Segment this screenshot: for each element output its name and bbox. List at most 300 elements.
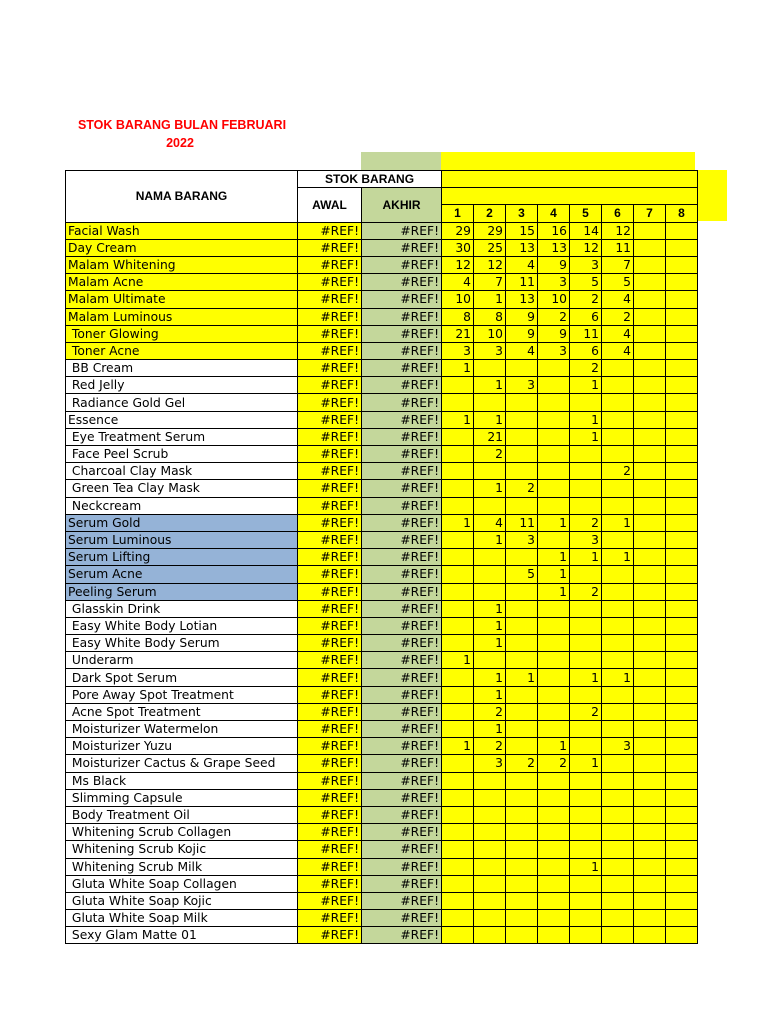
akhir-cell[interactable]: #REF!: [362, 514, 442, 531]
day-3-cell[interactable]: 11: [506, 274, 538, 291]
day-5-cell[interactable]: 6: [570, 308, 602, 325]
akhir-cell[interactable]: #REF!: [362, 686, 442, 703]
akhir-cell[interactable]: #REF!: [362, 858, 442, 875]
day-6-cell[interactable]: 4: [602, 342, 634, 359]
item-name-cell[interactable]: Malam Acne: [66, 274, 298, 291]
day-8-cell[interactable]: [666, 738, 698, 755]
day-5-cell[interactable]: 11: [570, 325, 602, 342]
day-4-cell[interactable]: [538, 841, 570, 858]
day-4-cell[interactable]: [538, 531, 570, 548]
day-5-cell[interactable]: 2: [570, 583, 602, 600]
day-1-cell[interactable]: [442, 566, 474, 583]
akhir-cell[interactable]: #REF!: [362, 755, 442, 772]
day-2-cell[interactable]: 25: [474, 239, 506, 256]
day-5-cell[interactable]: [570, 652, 602, 669]
day-7-cell[interactable]: [634, 875, 666, 892]
day-6-cell[interactable]: [602, 531, 634, 548]
day-2-cell[interactable]: 1: [474, 686, 506, 703]
day-6-cell[interactable]: [602, 360, 634, 377]
day-5-cell[interactable]: [570, 600, 602, 617]
akhir-cell[interactable]: #REF!: [362, 549, 442, 566]
day-2-cell[interactable]: [474, 789, 506, 806]
item-name-cell[interactable]: Body Treatment Oil: [66, 806, 298, 823]
day-8-cell[interactable]: [666, 514, 698, 531]
day-8-cell[interactable]: [666, 274, 698, 291]
awal-cell[interactable]: #REF!: [298, 549, 362, 566]
item-name-cell[interactable]: Malam Whitening: [66, 256, 298, 273]
akhir-cell[interactable]: #REF!: [362, 480, 442, 497]
day-6-cell[interactable]: 7: [602, 256, 634, 273]
day-3-cell[interactable]: [506, 738, 538, 755]
day-4-cell[interactable]: [538, 824, 570, 841]
day-4-cell[interactable]: [538, 377, 570, 394]
day-1-cell[interactable]: [442, 892, 474, 909]
item-name-cell[interactable]: Eye Treatment Serum: [66, 428, 298, 445]
day-2-cell[interactable]: 1: [474, 669, 506, 686]
day-8-cell[interactable]: [666, 360, 698, 377]
day-3-cell[interactable]: 13: [506, 239, 538, 256]
day-3-cell[interactable]: 11: [506, 514, 538, 531]
awal-cell[interactable]: #REF!: [298, 377, 362, 394]
awal-cell[interactable]: #REF!: [298, 755, 362, 772]
day-8-cell[interactable]: [666, 875, 698, 892]
day-5-cell[interactable]: [570, 892, 602, 909]
day-8-cell[interactable]: [666, 308, 698, 325]
day-8-cell[interactable]: [666, 892, 698, 909]
day-2-cell[interactable]: 10: [474, 325, 506, 342]
day-3-cell[interactable]: [506, 497, 538, 514]
akhir-cell[interactable]: #REF!: [362, 377, 442, 394]
day-4-cell[interactable]: 1: [538, 566, 570, 583]
day-8-cell[interactable]: [666, 549, 698, 566]
day-8-cell[interactable]: [666, 600, 698, 617]
day-4-cell[interactable]: 2: [538, 755, 570, 772]
day-1-cell[interactable]: 1: [442, 652, 474, 669]
day-5-cell[interactable]: 14: [570, 222, 602, 239]
akhir-cell[interactable]: #REF!: [362, 411, 442, 428]
day-6-cell[interactable]: 11: [602, 239, 634, 256]
item-name-cell[interactable]: Toner Glowing: [66, 325, 298, 342]
akhir-cell[interactable]: #REF!: [362, 789, 442, 806]
item-name-cell[interactable]: Underarm: [66, 652, 298, 669]
day-6-cell[interactable]: 12: [602, 222, 634, 239]
day-8-cell[interactable]: [666, 927, 698, 944]
day-2-cell[interactable]: 8: [474, 308, 506, 325]
day-6-cell[interactable]: [602, 841, 634, 858]
day-8-cell[interactable]: [666, 789, 698, 806]
awal-cell[interactable]: #REF!: [298, 927, 362, 944]
day-2-cell[interactable]: [474, 892, 506, 909]
header-awal[interactable]: AWAL: [298, 188, 362, 222]
day-6-cell[interactable]: 4: [602, 325, 634, 342]
awal-cell[interactable]: #REF!: [298, 291, 362, 308]
day-7-cell[interactable]: [634, 428, 666, 445]
day-2-cell[interactable]: [474, 549, 506, 566]
item-name-cell[interactable]: Moisturizer Yuzu: [66, 738, 298, 755]
day-4-cell[interactable]: [538, 497, 570, 514]
day-1-cell[interactable]: [442, 446, 474, 463]
header-day-1[interactable]: 1: [442, 205, 474, 222]
awal-cell[interactable]: #REF!: [298, 480, 362, 497]
day-4-cell[interactable]: [538, 428, 570, 445]
day-4-cell[interactable]: [538, 480, 570, 497]
day-3-cell[interactable]: [506, 411, 538, 428]
item-name-cell[interactable]: Sexy Glam Matte 01: [66, 927, 298, 944]
day-2-cell[interactable]: [474, 394, 506, 411]
day-6-cell[interactable]: 5: [602, 274, 634, 291]
day-2-cell[interactable]: [474, 824, 506, 841]
day-4-cell[interactable]: 3: [538, 274, 570, 291]
day-1-cell[interactable]: [442, 394, 474, 411]
day-8-cell[interactable]: [666, 910, 698, 927]
day-6-cell[interactable]: [602, 686, 634, 703]
day-7-cell[interactable]: [634, 617, 666, 634]
day-4-cell[interactable]: [538, 635, 570, 652]
day-3-cell[interactable]: [506, 463, 538, 480]
day-3-cell[interactable]: [506, 549, 538, 566]
akhir-cell[interactable]: #REF!: [362, 463, 442, 480]
akhir-cell[interactable]: #REF!: [362, 892, 442, 909]
day-1-cell[interactable]: [442, 703, 474, 720]
day-7-cell[interactable]: [634, 360, 666, 377]
day-4-cell[interactable]: [538, 463, 570, 480]
day-3-cell[interactable]: [506, 428, 538, 445]
day-1-cell[interactable]: 30: [442, 239, 474, 256]
item-name-cell[interactable]: Malam Luminous: [66, 308, 298, 325]
day-5-cell[interactable]: [570, 480, 602, 497]
day-5-cell[interactable]: 1: [570, 377, 602, 394]
day-7-cell[interactable]: [634, 703, 666, 720]
day-4-cell[interactable]: 9: [538, 256, 570, 273]
day-5-cell[interactable]: [570, 789, 602, 806]
day-6-cell[interactable]: 1: [602, 669, 634, 686]
day-2-cell[interactable]: [474, 360, 506, 377]
day-5-cell[interactable]: [570, 806, 602, 823]
awal-cell[interactable]: #REF!: [298, 514, 362, 531]
akhir-cell[interactable]: #REF!: [362, 635, 442, 652]
day-3-cell[interactable]: [506, 617, 538, 634]
day-5-cell[interactable]: 3: [570, 256, 602, 273]
akhir-cell[interactable]: #REF!: [362, 308, 442, 325]
day-7-cell[interactable]: [634, 910, 666, 927]
header-blank-cell[interactable]: [442, 171, 698, 188]
day-3-cell[interactable]: [506, 875, 538, 892]
item-name-cell[interactable]: Essence: [66, 411, 298, 428]
awal-cell[interactable]: #REF!: [298, 342, 362, 359]
item-name-cell[interactable]: Glasskin Drink: [66, 600, 298, 617]
day-6-cell[interactable]: [602, 497, 634, 514]
day-7-cell[interactable]: [634, 256, 666, 273]
akhir-cell[interactable]: #REF!: [362, 652, 442, 669]
header-day-4[interactable]: 4: [538, 205, 570, 222]
item-name-cell[interactable]: Easy White Body Serum: [66, 635, 298, 652]
header-day-5[interactable]: 5: [570, 205, 602, 222]
day-4-cell[interactable]: [538, 892, 570, 909]
item-name-cell[interactable]: Gluta White Soap Milk: [66, 910, 298, 927]
day-7-cell[interactable]: [634, 463, 666, 480]
day-1-cell[interactable]: 21: [442, 325, 474, 342]
awal-cell[interactable]: #REF!: [298, 738, 362, 755]
awal-cell[interactable]: #REF!: [298, 600, 362, 617]
day-5-cell[interactable]: [570, 824, 602, 841]
day-1-cell[interactable]: [442, 824, 474, 841]
awal-cell[interactable]: #REF!: [298, 721, 362, 738]
day-1-cell[interactable]: [442, 927, 474, 944]
day-2-cell[interactable]: 1: [474, 721, 506, 738]
day-6-cell[interactable]: [602, 411, 634, 428]
day-7-cell[interactable]: [634, 342, 666, 359]
day-8-cell[interactable]: [666, 583, 698, 600]
day-3-cell[interactable]: 4: [506, 256, 538, 273]
day-2-cell[interactable]: 1: [474, 635, 506, 652]
akhir-cell[interactable]: #REF!: [362, 721, 442, 738]
day-1-cell[interactable]: [442, 583, 474, 600]
day-1-cell[interactable]: 12: [442, 256, 474, 273]
day-7-cell[interactable]: [634, 566, 666, 583]
header-nama-barang[interactable]: NAMA BARANG: [66, 171, 298, 223]
day-7-cell[interactable]: [634, 480, 666, 497]
awal-cell[interactable]: #REF!: [298, 806, 362, 823]
day-2-cell[interactable]: [474, 652, 506, 669]
day-7-cell[interactable]: [634, 291, 666, 308]
akhir-cell[interactable]: #REF!: [362, 531, 442, 548]
awal-cell[interactable]: #REF!: [298, 652, 362, 669]
awal-cell[interactable]: #REF!: [298, 583, 362, 600]
day-1-cell[interactable]: [442, 617, 474, 634]
day-4-cell[interactable]: [538, 703, 570, 720]
item-name-cell[interactable]: BB Cream: [66, 360, 298, 377]
day-5-cell[interactable]: 6: [570, 342, 602, 359]
day-7-cell[interactable]: [634, 308, 666, 325]
day-6-cell[interactable]: [602, 875, 634, 892]
akhir-cell[interactable]: #REF!: [362, 566, 442, 583]
day-1-cell[interactable]: [442, 531, 474, 548]
day-3-cell[interactable]: 3: [506, 531, 538, 548]
day-2-cell[interactable]: 1: [474, 480, 506, 497]
day-8-cell[interactable]: [666, 755, 698, 772]
day-2-cell[interactable]: [474, 927, 506, 944]
day-1-cell[interactable]: [442, 910, 474, 927]
day-4-cell[interactable]: [538, 910, 570, 927]
day-4-cell[interactable]: [538, 669, 570, 686]
item-name-cell[interactable]: Day Cream: [66, 239, 298, 256]
day-2-cell[interactable]: 2: [474, 738, 506, 755]
akhir-cell[interactable]: #REF!: [362, 360, 442, 377]
day-6-cell[interactable]: [602, 617, 634, 634]
day-1-cell[interactable]: [442, 806, 474, 823]
day-3-cell[interactable]: [506, 600, 538, 617]
day-7-cell[interactable]: [634, 411, 666, 428]
day-8-cell[interactable]: [666, 446, 698, 463]
day-1-cell[interactable]: [442, 755, 474, 772]
day-2-cell[interactable]: [474, 583, 506, 600]
item-name-cell[interactable]: Malam Ultimate: [66, 291, 298, 308]
item-name-cell[interactable]: Toner Acne: [66, 342, 298, 359]
day-5-cell[interactable]: 1: [570, 549, 602, 566]
day-8-cell[interactable]: [666, 721, 698, 738]
akhir-cell[interactable]: #REF!: [362, 394, 442, 411]
day-7-cell[interactable]: [634, 446, 666, 463]
day-6-cell[interactable]: [602, 927, 634, 944]
day-6-cell[interactable]: [602, 446, 634, 463]
akhir-cell[interactable]: #REF!: [362, 497, 442, 514]
day-2-cell[interactable]: [474, 806, 506, 823]
day-5-cell[interactable]: [570, 875, 602, 892]
day-6-cell[interactable]: [602, 583, 634, 600]
awal-cell[interactable]: #REF!: [298, 274, 362, 291]
day-8-cell[interactable]: [666, 411, 698, 428]
day-1-cell[interactable]: 1: [442, 411, 474, 428]
day-3-cell[interactable]: [506, 927, 538, 944]
day-7-cell[interactable]: [634, 325, 666, 342]
day-1-cell[interactable]: 10: [442, 291, 474, 308]
akhir-cell[interactable]: #REF!: [362, 875, 442, 892]
day-5-cell[interactable]: 2: [570, 291, 602, 308]
day-7-cell[interactable]: [634, 806, 666, 823]
day-7-cell[interactable]: [634, 497, 666, 514]
day-2-cell[interactable]: 3: [474, 755, 506, 772]
day-4-cell[interactable]: 1: [538, 583, 570, 600]
day-7-cell[interactable]: [634, 652, 666, 669]
day-5-cell[interactable]: [570, 910, 602, 927]
day-7-cell[interactable]: [634, 222, 666, 239]
day-3-cell[interactable]: [506, 841, 538, 858]
akhir-cell[interactable]: #REF!: [362, 806, 442, 823]
day-4-cell[interactable]: 1: [538, 738, 570, 755]
item-name-cell[interactable]: Whitening Scrub Kojic: [66, 841, 298, 858]
day-8-cell[interactable]: [666, 703, 698, 720]
day-1-cell[interactable]: 4: [442, 274, 474, 291]
day-7-cell[interactable]: [634, 239, 666, 256]
day-5-cell[interactable]: 5: [570, 274, 602, 291]
day-1-cell[interactable]: [442, 686, 474, 703]
awal-cell[interactable]: #REF!: [298, 789, 362, 806]
day-5-cell[interactable]: [570, 686, 602, 703]
day-1-cell[interactable]: [442, 858, 474, 875]
day-5-cell[interactable]: [570, 394, 602, 411]
day-6-cell[interactable]: [602, 394, 634, 411]
day-6-cell[interactable]: [602, 806, 634, 823]
day-3-cell[interactable]: [506, 635, 538, 652]
day-2-cell[interactable]: 2: [474, 703, 506, 720]
header-day-6[interactable]: 6: [602, 205, 634, 222]
day-6-cell[interactable]: [602, 858, 634, 875]
day-6-cell[interactable]: [602, 772, 634, 789]
day-1-cell[interactable]: [442, 772, 474, 789]
day-3-cell[interactable]: 5: [506, 566, 538, 583]
awal-cell[interactable]: #REF!: [298, 841, 362, 858]
day-5-cell[interactable]: [570, 617, 602, 634]
akhir-cell[interactable]: #REF!: [362, 910, 442, 927]
akhir-cell[interactable]: #REF!: [362, 256, 442, 273]
akhir-cell[interactable]: #REF!: [362, 927, 442, 944]
awal-cell[interactable]: #REF!: [298, 703, 362, 720]
day-4-cell[interactable]: 9: [538, 325, 570, 342]
day-6-cell[interactable]: [602, 703, 634, 720]
header-fill-green[interactable]: [361, 152, 441, 170]
awal-cell[interactable]: #REF!: [298, 308, 362, 325]
awal-cell[interactable]: #REF!: [298, 325, 362, 342]
day-8-cell[interactable]: [666, 428, 698, 445]
awal-cell[interactable]: #REF!: [298, 239, 362, 256]
day-1-cell[interactable]: [442, 497, 474, 514]
item-name-cell[interactable]: Acne Spot Treatment: [66, 703, 298, 720]
day-4-cell[interactable]: [538, 600, 570, 617]
day-6-cell[interactable]: [602, 480, 634, 497]
day-7-cell[interactable]: [634, 531, 666, 548]
day-3-cell[interactable]: 2: [506, 755, 538, 772]
awal-cell[interactable]: #REF!: [298, 411, 362, 428]
akhir-cell[interactable]: #REF!: [362, 274, 442, 291]
day-2-cell[interactable]: [474, 772, 506, 789]
day-8-cell[interactable]: [666, 497, 698, 514]
day-2-cell[interactable]: [474, 463, 506, 480]
day-7-cell[interactable]: [634, 686, 666, 703]
awal-cell[interactable]: #REF!: [298, 635, 362, 652]
day-7-cell[interactable]: [634, 514, 666, 531]
item-name-cell[interactable]: Serum Acne: [66, 566, 298, 583]
item-name-cell[interactable]: Face Peel Scrub: [66, 446, 298, 463]
akhir-cell[interactable]: #REF!: [362, 703, 442, 720]
day-6-cell[interactable]: [602, 910, 634, 927]
day-2-cell[interactable]: 29: [474, 222, 506, 239]
awal-cell[interactable]: #REF!: [298, 566, 362, 583]
day-7-cell[interactable]: [634, 892, 666, 909]
day-6-cell[interactable]: [602, 721, 634, 738]
day-1-cell[interactable]: [442, 721, 474, 738]
day-3-cell[interactable]: [506, 394, 538, 411]
day-7-cell[interactable]: [634, 858, 666, 875]
day-3-cell[interactable]: [506, 686, 538, 703]
day-4-cell[interactable]: [538, 789, 570, 806]
day-8-cell[interactable]: [666, 394, 698, 411]
akhir-cell[interactable]: #REF!: [362, 342, 442, 359]
day-6-cell[interactable]: [602, 428, 634, 445]
awal-cell[interactable]: #REF!: [298, 463, 362, 480]
day-2-cell[interactable]: 1: [474, 600, 506, 617]
day-6-cell[interactable]: [602, 377, 634, 394]
day-3-cell[interactable]: 4: [506, 342, 538, 359]
day-7-cell[interactable]: [634, 789, 666, 806]
day-8-cell[interactable]: [666, 325, 698, 342]
day-7-cell[interactable]: [634, 377, 666, 394]
day-8-cell[interactable]: [666, 617, 698, 634]
day-3-cell[interactable]: 2: [506, 480, 538, 497]
day-8-cell[interactable]: [666, 772, 698, 789]
day-2-cell[interactable]: [474, 497, 506, 514]
day-2-cell[interactable]: 7: [474, 274, 506, 291]
day-5-cell[interactable]: [570, 446, 602, 463]
akhir-cell[interactable]: #REF!: [362, 772, 442, 789]
day-7-cell[interactable]: [634, 824, 666, 841]
header-day-3[interactable]: 3: [506, 205, 538, 222]
day-1-cell[interactable]: [442, 428, 474, 445]
day-1-cell[interactable]: 3: [442, 342, 474, 359]
day-8-cell[interactable]: [666, 256, 698, 273]
day-2-cell[interactable]: [474, 875, 506, 892]
day-3-cell[interactable]: [506, 446, 538, 463]
item-name-cell[interactable]: Easy White Body Lotian: [66, 617, 298, 634]
day-8-cell[interactable]: [666, 566, 698, 583]
item-name-cell[interactable]: Whitening Scrub Milk: [66, 858, 298, 875]
akhir-cell[interactable]: #REF!: [362, 617, 442, 634]
day-4-cell[interactable]: 1: [538, 514, 570, 531]
awal-cell[interactable]: #REF!: [298, 824, 362, 841]
header-akhir[interactable]: AKHIR: [362, 188, 442, 222]
item-name-cell[interactable]: Radiance Gold Gel: [66, 394, 298, 411]
day-8-cell[interactable]: [666, 531, 698, 548]
item-name-cell[interactable]: Facial Wash: [66, 222, 298, 239]
